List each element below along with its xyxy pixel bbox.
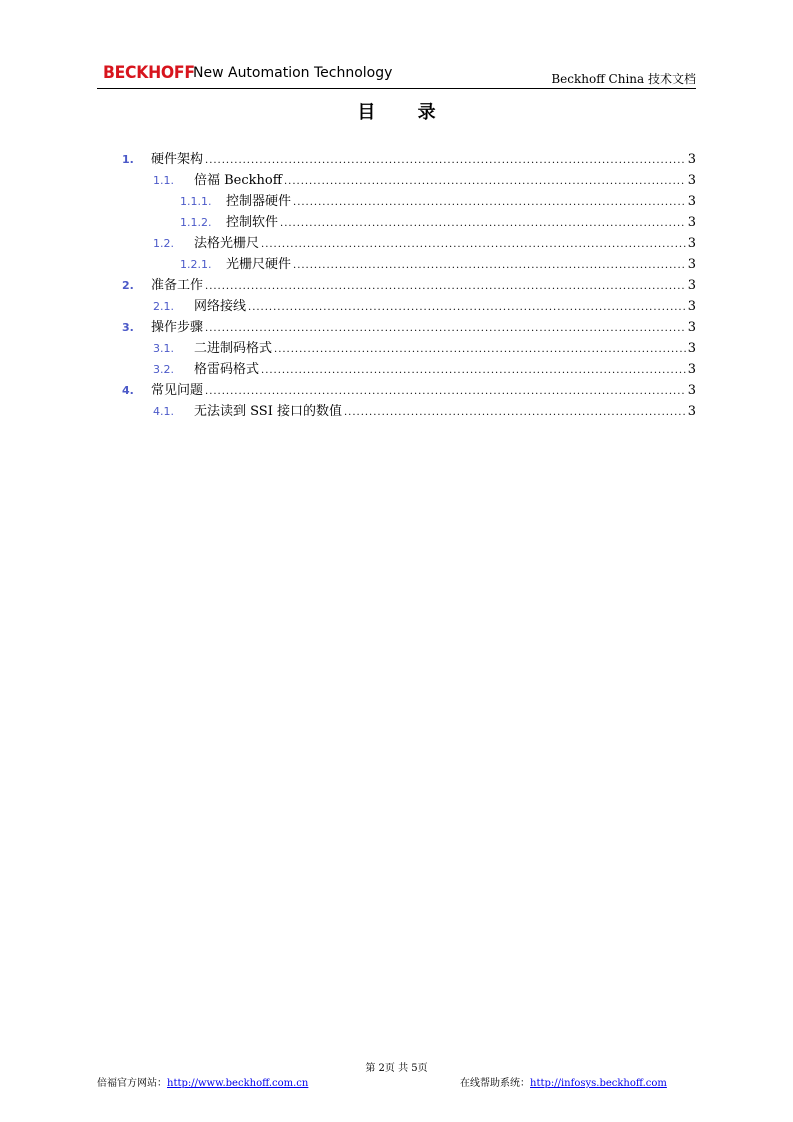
toc-entry-text: 光栅尺硬件 xyxy=(226,257,292,272)
toc-leader-dots xyxy=(274,340,686,360)
toc-entry-page: 3 xyxy=(687,341,696,356)
toc-entry-text: 硬件架构 xyxy=(151,152,204,167)
toc-entry-page: 3 xyxy=(687,194,696,209)
toc-entry-page: 3 xyxy=(687,215,696,230)
toc-entry-number: 1.1. xyxy=(153,174,174,187)
toc-entry[interactable] xyxy=(122,381,696,401)
toc-entry-page: 3 xyxy=(687,236,696,251)
toc-entry-number: 4. xyxy=(122,384,134,397)
footer-website-link[interactable]: http://www.beckhoff.com.cn xyxy=(167,1078,309,1089)
footer-help-label: 在线帮助系统： xyxy=(460,1078,530,1089)
toc-entry[interactable] xyxy=(122,318,696,338)
toc-leader-dots xyxy=(261,235,686,255)
toc-entry-number: 1.2.1. xyxy=(180,258,212,271)
toc-entry-text: 控制软件 xyxy=(226,215,279,230)
toc-entry-text: 无法读到 SSI 接口的数值 xyxy=(194,404,342,419)
toc-entry-number: 3. xyxy=(122,321,134,334)
toc-leader-dots xyxy=(205,382,686,402)
toc-entry-page: 3 xyxy=(687,152,696,167)
toc-entry[interactable] xyxy=(180,192,696,212)
toc-entry-number: 1. xyxy=(122,153,134,166)
toc-entry-page: 3 xyxy=(687,278,696,293)
toc-leader-dots xyxy=(280,214,686,234)
toc-entry-page: 3 xyxy=(687,299,696,314)
toc-leader-dots xyxy=(293,193,686,213)
toc-entry-text: 网络接线 xyxy=(194,299,247,314)
toc-entry[interactable] xyxy=(153,234,696,254)
toc-entry-number: 1.2. xyxy=(153,237,174,250)
toc-entry-text: 操作步骤 xyxy=(151,320,204,335)
toc-entry[interactable] xyxy=(153,402,696,422)
toc-entry[interactable] xyxy=(153,360,696,380)
toc-leader-dots xyxy=(261,361,686,381)
footer-website-label: 倍福官方网站： xyxy=(97,1078,167,1089)
toc-leader-dots xyxy=(248,298,686,318)
toc-entry[interactable] xyxy=(180,213,696,233)
footer-page-info: 第 2页 共 5页 xyxy=(365,1063,428,1074)
toc-leader-dots xyxy=(205,319,686,339)
toc-entry[interactable] xyxy=(153,339,696,359)
toc-entry-number: 4.1. xyxy=(153,405,174,418)
logo-tagline: New Automation Technology xyxy=(193,65,393,81)
beckhoff-logo: BECKHOFF xyxy=(103,63,195,83)
toc-entry-page: 3 xyxy=(687,404,696,419)
toc-entry-page: 3 xyxy=(687,257,696,272)
footer-help-link[interactable]: http://infosys.beckhoff.com xyxy=(530,1078,667,1089)
toc-entry-text: 格雷码格式 xyxy=(194,362,260,377)
toc-leader-dots xyxy=(284,172,686,192)
toc-entry-text: 二进制码格式 xyxy=(194,341,273,356)
toc-leader-dots xyxy=(205,151,686,171)
toc-entry[interactable] xyxy=(153,297,696,317)
toc-leader-dots xyxy=(293,256,686,276)
toc-entry-number: 2. xyxy=(122,279,134,292)
toc-entry[interactable] xyxy=(122,276,696,296)
toc-entry-text: 倍福 Beckhoff xyxy=(194,173,282,188)
toc-entry[interactable] xyxy=(180,255,696,275)
toc-entry-page: 3 xyxy=(687,320,696,335)
toc-entry[interactable] xyxy=(122,150,696,170)
toc-entry-text: 控制器硬件 xyxy=(226,194,292,209)
toc-entry-number: 1.1.1. xyxy=(180,195,212,208)
toc-leader-dots xyxy=(344,403,686,423)
page-header xyxy=(97,62,696,89)
toc-entry[interactable] xyxy=(153,171,696,191)
footer-website xyxy=(97,1074,308,1089)
toc-leader-dots xyxy=(205,277,686,297)
toc-entry-page: 3 xyxy=(687,383,696,398)
toc-entry-text: 常见问题 xyxy=(151,383,204,398)
toc-entry-page: 3 xyxy=(687,362,696,377)
toc-entry-page: 3 xyxy=(687,173,696,188)
header-doc-label: Beckhoff China 技术文档 xyxy=(551,72,696,86)
toc-entry-number: 3.2. xyxy=(153,363,174,376)
toc-entry-number: 3.1. xyxy=(153,342,174,355)
toc-entry-text: 准备工作 xyxy=(151,278,204,293)
toc-entry-text: 法格光栅尺 xyxy=(194,236,260,251)
toc-title: 目 录 xyxy=(357,102,454,123)
footer-help-system xyxy=(460,1074,667,1089)
toc-entry-number: 1.1.2. xyxy=(180,216,212,229)
toc-entry-number: 2.1. xyxy=(153,300,174,313)
